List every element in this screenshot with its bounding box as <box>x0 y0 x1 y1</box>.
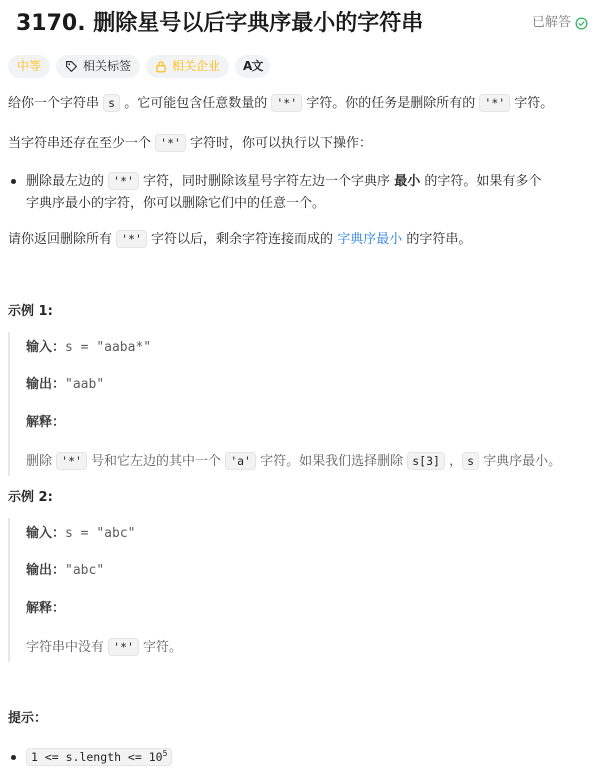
output-value: "abc" <box>65 563 105 578</box>
inline-code: '*' <box>108 172 139 190</box>
input-label: 输入： <box>26 526 66 541</box>
solved-label: 已解答 <box>531 15 571 30</box>
difficulty-badge[interactable]: 中等 <box>8 55 50 78</box>
text: 的字符串。 <box>402 232 472 247</box>
translate-button[interactable] <box>235 55 270 78</box>
text: 字符时，你可以执行以下操作： <box>185 136 373 151</box>
output-value: "aab" <box>65 377 105 392</box>
input-value: s = "aaba*" <box>65 340 152 355</box>
companies-tag-button[interactable] <box>146 55 229 78</box>
check-circle-icon <box>575 17 588 30</box>
example-1-block <box>8 332 604 476</box>
inline-code: '*' <box>155 134 186 152</box>
text: 字符以后，剩余字符连接而成的 <box>146 232 338 247</box>
text: 当字符串还存在至少一个 <box>8 136 156 151</box>
output-label: 输出： <box>26 377 66 392</box>
constraints-list <box>8 746 172 769</box>
description-paragraph-2 <box>8 132 372 155</box>
text: 字符串中没有 <box>26 640 109 655</box>
text: 字典序最小。 <box>479 454 562 469</box>
constraints-title: 提示： <box>8 711 48 726</box>
text: 字符。 <box>510 96 554 111</box>
translate-icon: A文 <box>243 59 263 73</box>
output-label: 输出： <box>26 563 66 578</box>
superscript: 5 <box>162 749 168 758</box>
inline-code: '*' <box>116 230 147 248</box>
topics-tag-label: 相关标签 <box>83 59 132 73</box>
problem-title[interactable]: 3170. 删除星号以后字典序最小的字符串 <box>16 11 424 36</box>
text: 字符。你的任务是删除所有的 <box>302 96 480 111</box>
text: ， <box>444 454 463 469</box>
example-1-output <box>26 374 104 396</box>
text: 删除最左边的 <box>26 174 109 189</box>
text: 字符。如果我们选择删除 <box>255 454 408 469</box>
list-item <box>8 170 541 215</box>
example-2-block <box>8 518 604 662</box>
problem-header <box>8 0 606 48</box>
inline-code: s <box>103 94 120 112</box>
lexicographic-link[interactable]: 字典序最小 <box>337 232 403 247</box>
text: 字符。 <box>138 640 183 655</box>
inline-code: '*' <box>271 94 302 112</box>
inline-code: '*' <box>108 638 139 656</box>
description-paragraph-3 <box>8 228 471 251</box>
text: 号和它左边的其中一个 <box>86 454 226 469</box>
example-2-title: 示例 2: <box>8 490 53 505</box>
companies-tag-label: 相关企业 <box>172 59 221 73</box>
constraint-item <box>8 746 172 769</box>
solved-status[interactable] <box>532 14 588 32</box>
topics-tag-button[interactable] <box>56 55 140 78</box>
example-1-input <box>26 337 151 359</box>
bold-text: 最小 <box>394 174 421 189</box>
inline-code: '*' <box>479 94 510 112</box>
explain-label: 解释： <box>26 415 66 430</box>
inline-code: '*' <box>56 452 87 470</box>
inline-code: s[3] <box>407 452 445 470</box>
tag-icon <box>65 60 78 73</box>
example-1-explain-label <box>26 412 65 434</box>
tag-bar <box>8 55 270 78</box>
text: 给你一个字符串 <box>8 96 104 111</box>
inline-code: s <box>462 452 479 470</box>
text: 请你返回删除所有 <box>8 232 117 247</box>
text: 。它可能包含任意数量的 <box>120 96 272 111</box>
input-label: 输入： <box>26 340 66 355</box>
text: 字符，同时删除该星号字符左边一个字典序 <box>138 174 395 189</box>
example-2-explain-label <box>26 598 65 620</box>
input-value: s = "abc" <box>65 526 136 541</box>
operation-list <box>8 170 541 215</box>
text: 字典序最小的字符，你可以删除它们中的任意一个。 <box>26 196 326 211</box>
text: 1 <= s.length <= 10 <box>31 750 163 764</box>
example-2-input <box>26 523 135 545</box>
constraint-code <box>26 748 172 766</box>
text: 的字符。如果有多个 <box>420 174 542 189</box>
example-2-explanation <box>26 636 182 659</box>
example-1-explanation <box>26 450 561 473</box>
lock-icon <box>155 60 167 73</box>
example-1-title: 示例 1: <box>8 304 53 319</box>
inline-code: 'a' <box>225 452 256 470</box>
example-2-output <box>26 560 104 582</box>
description-paragraph-1 <box>8 92 553 115</box>
explain-label: 解释： <box>26 601 66 616</box>
text: 删除 <box>26 454 57 469</box>
